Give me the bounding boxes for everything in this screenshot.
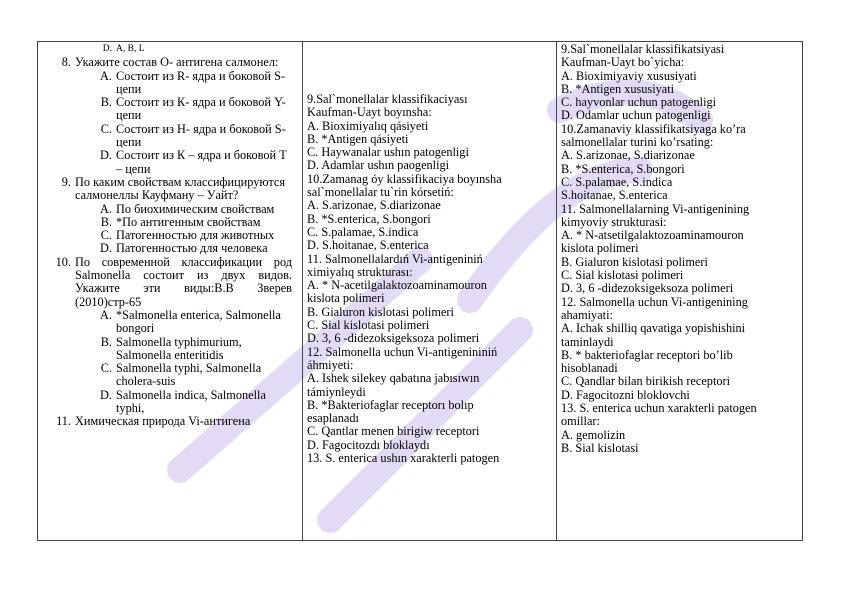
text-line: kislota polimeri xyxy=(561,242,639,256)
text-line: D. S.hoitanae, S.enterica xyxy=(307,239,429,253)
text-line: A. Bioximiyalıq qásiyeti xyxy=(307,119,429,133)
text-line: omillar: xyxy=(561,415,600,429)
text-line: C. Sial kislotasi polimeri xyxy=(307,319,430,333)
option-text: Состоит из К – ядра и боковой Т – цепи xyxy=(116,148,287,176)
option-text: Salmonella typhimurium, Salmonella enteritidis xyxy=(116,334,242,362)
text-line: 12. Salmonella uchun Vi-antigenining xyxy=(561,295,748,309)
option-text: Патогенностью для человека xyxy=(116,241,268,256)
text-line: A. * N-atsetilgalaktozoaminamouron xyxy=(561,229,744,243)
text-line: C. Qandlar bilan birikish receptori xyxy=(561,375,731,389)
option-letter: C. xyxy=(100,121,112,136)
top-option xyxy=(38,43,292,56)
question-number: 10. xyxy=(55,254,71,269)
question-text: По каким свойствам классифицируются салмонеллы Кауфману – Уайт? xyxy=(75,174,286,203)
text-line: 10.Zamanaviy klassifikatsiyaga ko’ra xyxy=(561,122,746,136)
text-line: sal`monellalar tu`rin kórsetiń: xyxy=(307,186,454,200)
answer-option xyxy=(38,336,292,363)
option-text: Патогенностью для животных xyxy=(116,228,275,243)
text-line: A. S.arizonae, S.diarizonae xyxy=(307,199,441,213)
option-letter: B. xyxy=(100,334,112,349)
text-line: A. * N-acetilgalaktozoaminamouron xyxy=(307,279,487,293)
option-text: *Salmonella enterica, Salmonella bongori xyxy=(116,307,281,336)
text-line: D. Adamlar ushın paogenligi xyxy=(307,159,450,173)
question xyxy=(38,256,292,309)
text-line: A. Ishek silekey qabatına jabısıwın xyxy=(307,372,480,386)
text-line: B. *Antigen xususiyati xyxy=(561,82,675,96)
text-line: 9.Sal`monellalar klassifikatsiyasi xyxy=(561,43,725,56)
text-line: A. S.arizonae, S.diarizonae xyxy=(561,149,695,163)
option-text: *По антигенным свойствам xyxy=(116,214,261,229)
option-letter: B. xyxy=(100,214,112,229)
text-line: B. *S.enterica, S.bongori xyxy=(561,162,685,176)
question-text: Укажите состав О- антигена салмонел: xyxy=(75,55,279,70)
text-line: C. hayvonlar uchun patogenligi xyxy=(561,96,717,110)
text-line: kimyoviy strukturasi: xyxy=(561,215,667,229)
text-line: hisoblanadi xyxy=(561,362,618,376)
option-letter: D. xyxy=(102,44,112,54)
text-line: C. S.palamae, S.indica xyxy=(307,225,419,239)
text-line: támiynleydi xyxy=(307,385,366,399)
text-line: B. Gialuron kislotasi polimeri xyxy=(307,305,454,319)
answer-option xyxy=(38,70,292,97)
question-number: 9. xyxy=(61,174,71,189)
text-line: B. *Bakteriofaglar receptorı bolıp xyxy=(307,398,474,412)
option-text: По биохимическим свойствам xyxy=(116,201,275,216)
answer-option xyxy=(38,389,292,416)
option-letter: A. xyxy=(100,201,112,216)
column-russian xyxy=(38,42,303,541)
text-line: A. gemolizin xyxy=(561,428,626,442)
document-table xyxy=(37,41,803,541)
text-line: Kaufman-Uayt bo`yicha: xyxy=(561,56,685,70)
text-line: C. Qantlar menen birigiw receptori xyxy=(307,425,480,439)
option-text: Salmonella indica, Salmonella typhi, xyxy=(116,387,266,416)
option-letter: D. xyxy=(100,148,112,163)
question-number: 8. xyxy=(61,55,71,70)
option-letter: C. xyxy=(100,228,112,243)
option-letter: D. xyxy=(100,241,112,256)
text-line: Kaufman-Uayt boyınsha: xyxy=(307,106,432,120)
text-line: 9.Sal`monellalar klassifikaciyası xyxy=(307,93,468,106)
question-number: 11. xyxy=(56,414,71,429)
text-line: 13. S. enterica ushın xarakterli patogen xyxy=(307,452,500,466)
text-line: S.hoitanae, S.enterica xyxy=(561,189,668,203)
question xyxy=(38,415,292,428)
text-line: 11. Salmonellalarning Vi-antigenining xyxy=(561,202,750,216)
text-line: ahamiyati: xyxy=(561,308,613,322)
column-karakalpak xyxy=(303,42,557,541)
question-text: По современной классификации род Salmonella состоит из двух видов. Укажите эти виды:В.В Зверев (2010)стр-65 xyxy=(75,254,292,309)
text-line: D. Odamlar uchun patogenligi xyxy=(561,109,711,123)
text-line: ximiyalıq strukturası: xyxy=(307,265,413,279)
text-line: B. Sial kislotasi xyxy=(561,441,639,455)
answer-option xyxy=(38,242,292,255)
uzbek-text xyxy=(557,42,802,455)
option-letter: D. xyxy=(100,387,112,402)
text-line: D. 3, 6 -didezoksigeksoza polimeri xyxy=(561,282,734,296)
answer-option xyxy=(38,149,292,176)
text-line: D. 3, 6 -didezoksigeksoza polimeri xyxy=(307,332,480,346)
text-line: áhmiyeti: xyxy=(307,358,354,372)
option-letter: A. xyxy=(100,68,112,83)
text-line: B. * bakteriofaglar receptori bo’lib xyxy=(561,348,733,362)
text-line: 11. Salmonellalardıń Vi-antigeniniń xyxy=(307,252,483,266)
answer-option xyxy=(38,123,292,150)
option-text: Salmonella typhi, Salmonella cholera-suis xyxy=(116,361,262,389)
text-line: A. Ichak shilliq qavatiga yopishishini xyxy=(561,322,746,336)
option-letter: B. xyxy=(100,95,112,110)
option-letter: A. xyxy=(100,307,112,322)
text-line: 10.Zamanag óy klassifikaciya boyınsha xyxy=(307,172,502,186)
text-line: esaplanadı xyxy=(307,412,359,426)
question xyxy=(38,176,292,203)
column-uzbek xyxy=(557,42,803,541)
option-text: Состоит из К- ядра и боковой Y- цепи xyxy=(116,95,286,123)
text-line: A. Bioximiyaviy xususiyati xyxy=(561,69,697,83)
text-line: salmonellalar turini ko’rsating: xyxy=(561,136,714,150)
answer-option xyxy=(38,309,292,336)
text-line: taminlaydi xyxy=(561,335,614,349)
text-line: B. *S.enterica, S.bongori xyxy=(307,212,431,226)
option-text: Состоит из Н- ядра и боковой S- цепи xyxy=(116,121,286,150)
question xyxy=(38,56,292,69)
text-line: 12. Salmonella uchun Vi-antigenininiń xyxy=(307,345,498,359)
text-line: C. S.palamae, S.indica xyxy=(561,175,673,189)
answer-option xyxy=(38,203,292,216)
option-text: A, B, L xyxy=(116,44,145,54)
answer-option xyxy=(38,229,292,242)
karakalpak-text xyxy=(303,42,556,465)
answer-option xyxy=(38,96,292,123)
text-line: C. Haywanalar ushın patogenligi xyxy=(307,146,469,160)
russian-questions xyxy=(38,42,302,429)
text-line: C. Sial kislotasi polimeri xyxy=(561,269,684,283)
text-line: B. Gialuron kislotasi polimeri xyxy=(561,255,708,269)
text-line: D. Fagocitozni bloklovchi xyxy=(561,388,690,402)
answer-option xyxy=(38,362,292,389)
text-line: kislota polimeri xyxy=(307,292,385,306)
text-line: 13. S. enterica uchun xarakterli patogen xyxy=(561,402,757,416)
option-letter: C. xyxy=(100,361,112,376)
question-text: Химическая природа Vi-антигена xyxy=(75,414,251,429)
option-text: Состоит из R- ядра и боковой S- цепи xyxy=(116,68,285,96)
text-line: D. Fagocitozdı bloklaydı xyxy=(307,438,430,452)
answer-option xyxy=(38,216,292,229)
text-line: B. *Antigen qásiyeti xyxy=(307,132,409,146)
